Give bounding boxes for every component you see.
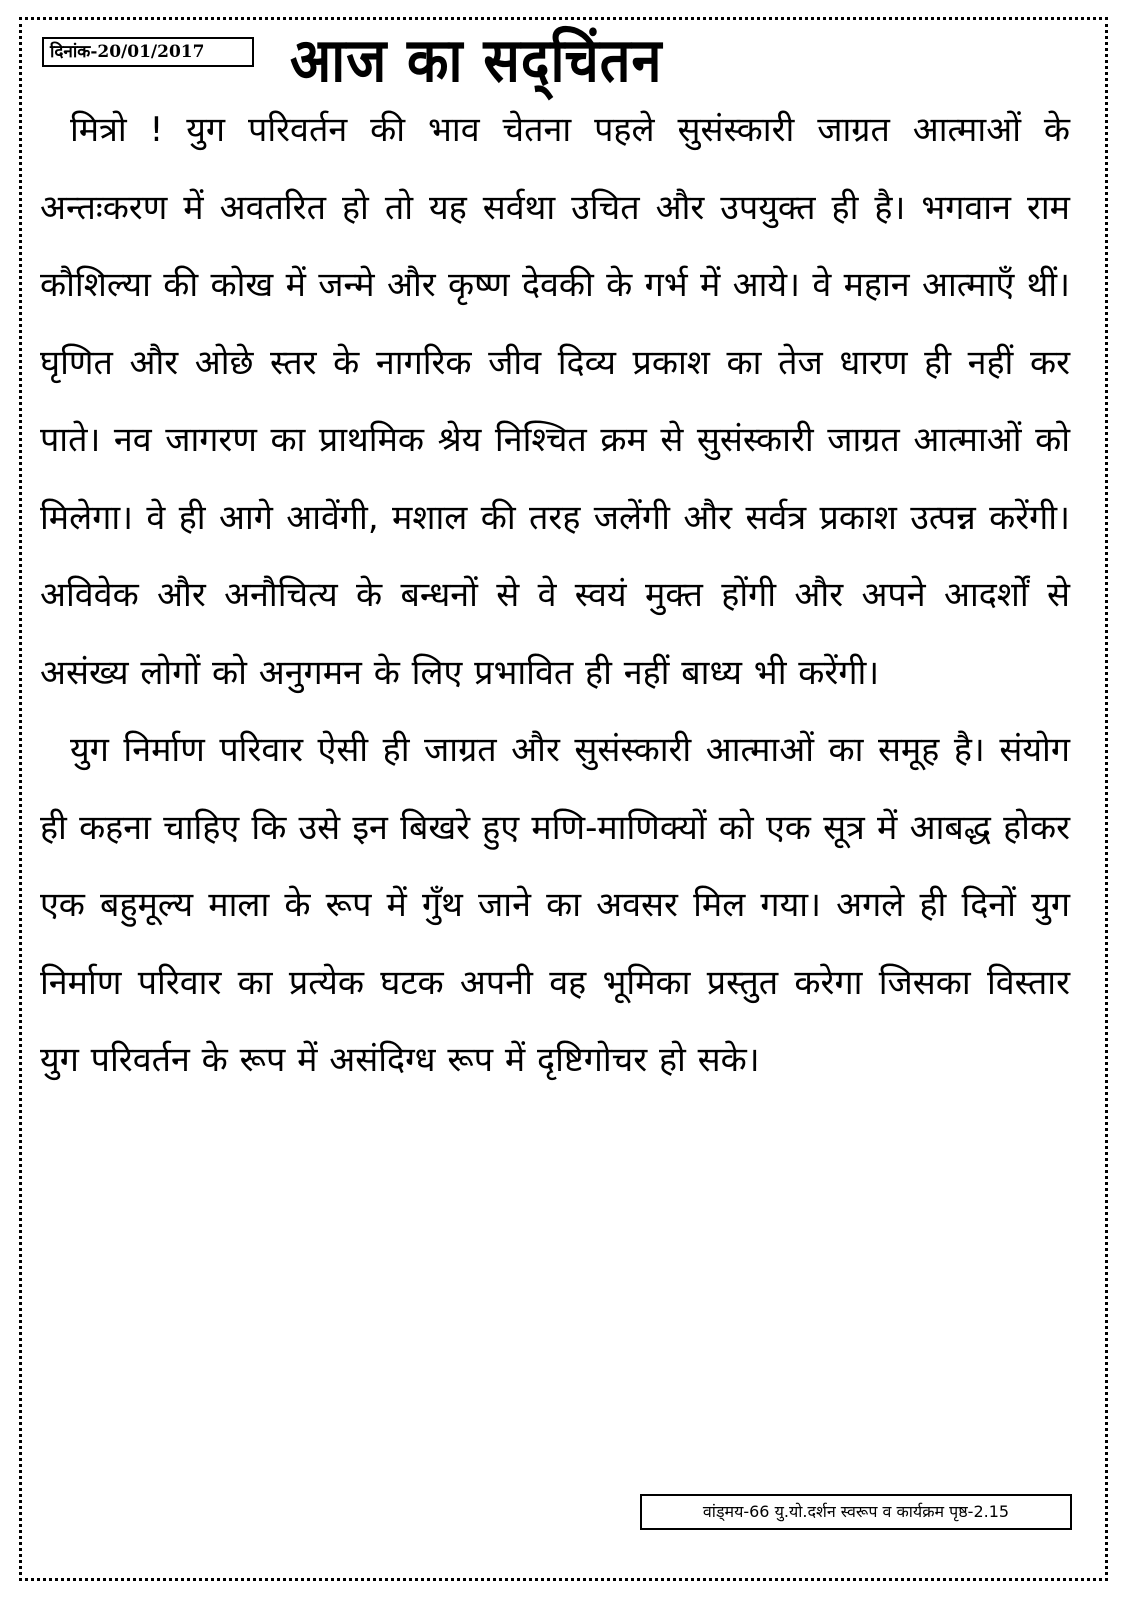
paragraph-2: युग निर्माण परिवार ऐसी ही जाग्रत और सुसंस्कारी आत्माओं का समूह है। संयोग ही कहना चाहिए कि उसे इन बिखरे हुए मणि-माणिक्यों को एक सूत्र में आबद्ध होकर एक बहुमूल्य माला के रूप में गुँथ जाने का अवसर मिल गया। अगले ही दिनों युग निर्माण परिवार का प्रत्येक घटक अपनी वह भूमिका प्रस्तुत करेगा जिसका विस्तार युग परिवर्तन के रूप में असंदिग्ध रूप में दृष्टिगोचर हो सके। bbox=[40, 730, 1070, 1080]
source-citation: वांड्मय-66 यु.यो.दर्शन स्वरूप व कार्यक्रम पृष्ठ-2.15 bbox=[640, 1494, 1072, 1530]
page-title: आज का सद्चिंतन bbox=[290, 25, 663, 96]
paragraph-1: मित्रो ! युग परिवर्तन की भाव चेतना पहले सुसंस्कारी जाग्रत आत्माओं के अन्तःकरण में अवतरित हो तो यह सर्वथा उचित और उपयुक्त ही है। भगवान राम कौशिल्या की कोख में जन्मे और कृष्ण देवकी के गर्भ में आये। वे महान आत्माएँ थीं। घृणित और ओछे स्तर के नागरिक जीव दिव्य प्रकाश का तेज धारण ही नहीं कर पाते। नव जागरण का प्राथमिक श्रेय निश्चित क्रम से सुसंस्कारी जाग्रत आत्माओं को मिलेगा। वे ही आगे आवेंगी, मशाल की तरह जलेंगी और सर्वत्र प्रकाश उत्पन्न करेंगी। अविवेक और अनौचित्य के बन्धनों से वे स्वयं मुक्त होंगी और अपने आदर्शों से असंख्य लोगों को अनुगमन के लिए प्रभावित ही नहीं बाध्य भी करेंगी। bbox=[40, 110, 1070, 693]
thought-body bbox=[40, 92, 1070, 1100]
date-label: दिनांक-20/01/2017 bbox=[42, 37, 254, 67]
